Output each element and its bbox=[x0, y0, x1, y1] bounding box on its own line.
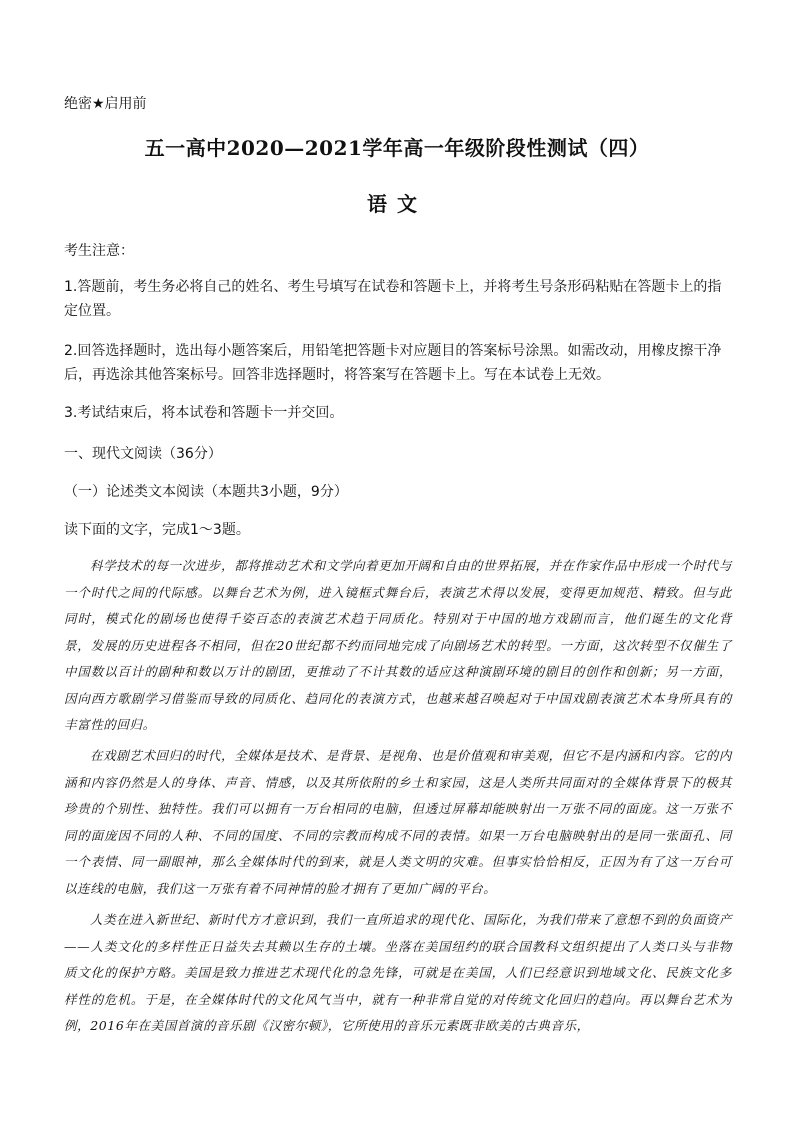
notice-item-2: 2.回答选择题时，选出每小题答案后，用铅笔把答题卡对应题目的答案标号涂黑。如需改动，用橡皮擦干净后，再选涂其他答案标号。回答非选择题时，将答案写在答题卡上。写在本试卷上无效。 bbox=[64, 343, 722, 383]
section-heading: 一、现代文阅读（36分） bbox=[64, 446, 222, 462]
passage-paragraph-3: 人类在进入新世纪、新时代方才意识到，我们一直所追求的现代化、国际化，为我们带来了意想不到的负面资产——人类文化的多样性正日益失去其赖以生存的土壤。坐落在美国纽约的联合国教科文组织提出了人类口头与非物质文化的保护方略。美国是致力推进艺术现代化的急先锋，可就是在美国，人们已经意识到地域文化、民族文化多样性的危机。于是，在全媒体时代的文化风气当中，就有一种非常自觉的对传统文化回归的趋向。再以舞台艺术为例，2016年在美国首演的音乐剧《汉密尔顿》，它所使用的音乐元素既非欧美的古典音乐， bbox=[64, 912, 732, 1033]
passage-paragraph-1: 科学技术的每一次进步，都将推动艺术和文学向着更加开阔和自由的世界拓展，并在作家作品中形成一个时代与一个时代之间的代际感。以舞台艺术为例，进入镜框式舞台后，表演艺术得以发展，变得更加规范、精致。但与此同时，模式化的剧场也使得千姿百态的表演艺术趋于同质化。特别对于中国的地方戏剧而言，他们诞生的文化背景，发展的历史进程各不相同，但在20世纪都不约而同地完成了向剧场艺术的转型。一方面，这次转型不仅催生了中国数以百计的剧种和数以万计的剧团，更推动了不计其数的适应这种演剧环境的剧目的创作和创新；另一方面，因向西方歌剧学习借鉴而导致的同质化、趋同化的表演方式，也越来越召唤起对于中国戏剧表演艺术本身所具有的丰富性的回归。 bbox=[64, 558, 732, 732]
notice-heading: 考生注意： bbox=[64, 243, 134, 259]
subsection-heading: （一）论述类文本阅读（本题共3小题，9分） bbox=[64, 484, 348, 500]
exam-title: 五一高中2020—2021学年高一年级阶段性测试（四） bbox=[144, 136, 650, 160]
confidential-mark: 绝密★启用前 bbox=[64, 96, 147, 112]
notice-item-3: 3.考试结束后，将本试卷和答题卡一并交回。 bbox=[64, 405, 344, 421]
notice-item-1: 1.答题前，考生务必将自己的姓名、考生号填写在试卷和答题卡上，并将考生号条形码粘贴在答题卡上的指定位置。 bbox=[64, 279, 722, 319]
subject-title: 语文 bbox=[367, 192, 427, 216]
reading-instruction: 读下面的文字，完成1～3题。 bbox=[64, 522, 250, 538]
passage-paragraph-2: 在戏剧艺术回归的时代，全媒体是技术、是背景、是视角、也是价值观和审美观，但它不是内涵和内容。它的内涵和内容仍然是人的身体、声音、情感，以及其所依附的乡土和家园，这是人类所共同面对的全媒体背景下的极其珍贵的个别性、独特性。我们可以拥有一万台相同的电脑，但透过屏幕却能映射出一万张不同的面庞。这一万张不同的面庞因不同的人种、不同的国度、不同的宗教而构成不同的表情。如果一万台电脑映射出的是同一张面孔、同一个表情、同一副眼神，那么全媒体时代的到来，就是人类文明的灾难。但事实恰恰相反，正因为有了这一万台可以连线的电脑，我们这一万张有着不同神情的脸才拥有了更加广阔的平台。 bbox=[64, 748, 732, 896]
